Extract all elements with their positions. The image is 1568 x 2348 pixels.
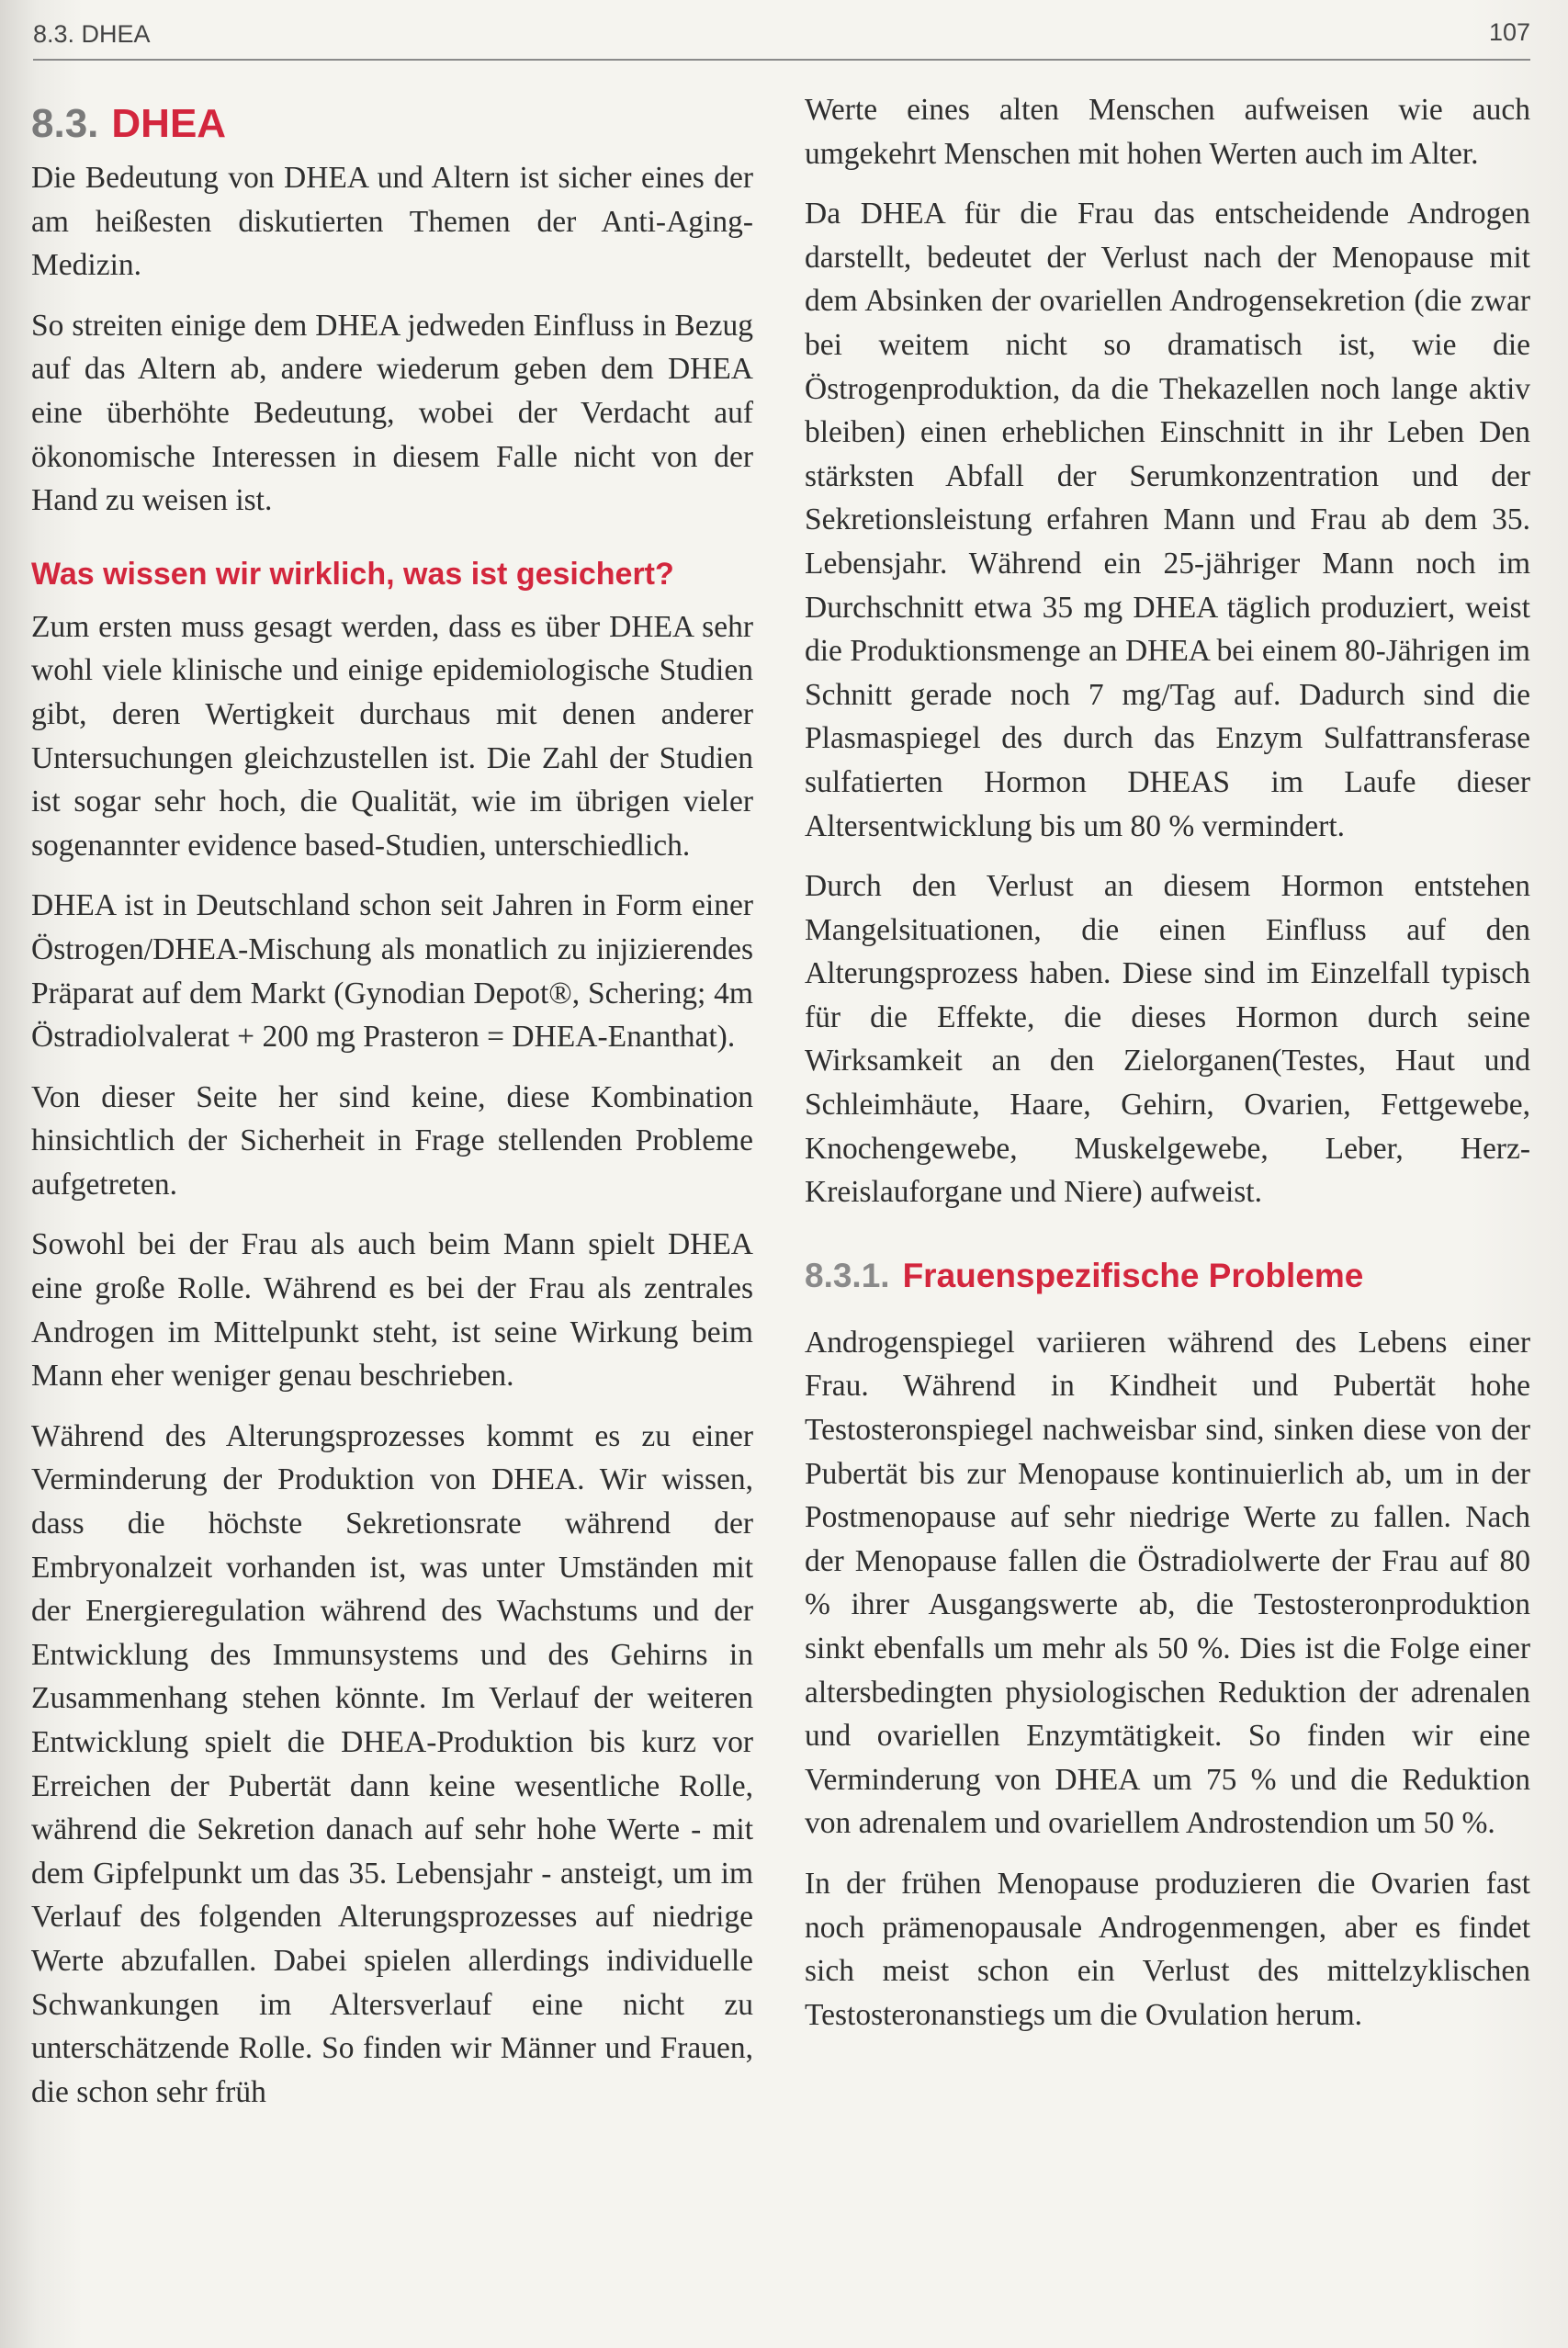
paragraph: In der frühen Menopause produzieren die Ovarien fast noch prämenopausale Androgenmengen, aber es findet sich meist schon ein Verlust des mittelzyklischen Testosteronanstiegs um die Ovulation herum. [805,1866,1530,2032]
section-number: 8.3.1. [805,1256,890,1294]
paragraph: Sowohl bei der Frau als auch beim Mann spielt DHEA eine große Rolle. Während es bei der Frau als zentrales Androgen im Mittelpunkt steht, ist seine Wirkung beim Mann eher weniger genau beschrieben. [31,1227,753,1394]
section-title: Frauenspezifische Probleme [902,1256,1364,1294]
paragraph: Von dieser Seite her sind keine, diese Kombination hinsichtlich der Sicherheit in Frage stellenden Probleme aufgetreten. [31,1079,753,1202]
paragraph: DHEA ist in Deutschland schon seit Jahren in Form einer Östrogen/DHEA-Mischung als monatlich zu injizierendes Präparat auf dem Markt (Gynodian Depot®, Schering; 4m Östradiolvalerat + 200 mg Prasteron = DHEA-Enanthat). [31,888,753,1055]
subheading: Was wissen wir wirklich, was ist gesichert? [31,556,674,592]
paragraph: So streiten einige dem DHEA jedweden Einfluss in Bezug auf das Altern ab, andere wiederum geben dem DHEA eine überhöhte Bedeutung, wobei der Verdacht auf ökonomische Interessen in diesem Falle nicht von der Hand zu weisen ist. [31,308,753,518]
paragraph: Androgenspiegel variieren während des Lebens einer Frau. Während in Kindheit und Pubertät hohe Testosteronspiegel nachweisbar sind, sinken diese von der Pubertät bis zur Menopause kontinuierlich ab, um in der Postmenopause auf sehr niedrige Werte zu fallen. Nach der Menopause fallen die Östradiolwerte der Frau auf 80 % ihrer Ausgangswerte ab, die Testosteronproduktion sinkt ebenfalls um mehr als 50 %. Dies ist die Folge einer altersbedingten physiologischen Reduktion der adrenalen und ovariellen Enzymtätigkeit. So finden wir eine Verminderung von DHEA um 75 % und die Reduktion von adrenalem und ovariellem Androstendion um 50 %. [805,1325,1530,1841]
chapter-number: 8.3. [31,101,99,146]
paragraph: Die Bedeutung von DHEA und Altern ist sicher eines der am heißesten diskutierten Themen der Anti-Aging-Medizin. [31,161,753,283]
paragraph: Während des Alterungsprozesses kommt es zu einer Verminderung der Produktion von DHEA. Wir wissen, dass die höchste Sekretionsrate während der Embryonalzeit vorhanden ist, was unter Umständen mit der Energieregulation während des Wachstums und der Entwicklung des Immunsystems und des Gehirns in Zusammenhang stehen könnte. Im Verlauf der weiteren Entwicklung spielt die DHEA-Produktion bis kurz vor Erreichen der Pubertät dann keine wesentliche Rolle, während die Sekretion danach auf sehr hohe Werte - mit dem Gipfelpunkt um das 35. Lebensjahr - ansteigt, um im Verlauf des folgenden Alterungsprozesses auf niedrige Werte abzufallen. Dabei spielen allerdings individuelle Schwankungen im Altersverlauf eine nicht zu unterschätzende Rolle. So finden wir Männer und Frauen, die schon sehr früh [31,1418,753,2109]
paragraph: Durch den Verlust an diesem Hormon entstehen Mangelsituationen, die einen Einfluss auf den Alterungsprozess haben. Diese sind im Einzelfall typisch für die Effekte, die dieses Hormon durch seine Wirksamkeit an den Zielorganen(Testes, Haut und Schleimhäute, Haare, Gehirn, Ovarien, Fettgewebe, Knochengewebe, Muskelgewebe, Leber, Herz- Kreislauforgane und Niere) aufweist. [805,869,1530,1210]
running-head [33,18,1530,61]
paragraph: Da DHEA für die Frau das entscheidende Androgen darstellt, bedeutet der Verlust nach der Menopause mit dem Absinken der ovariellen Androgensekretion (die zwar bei weitem nicht so dramatisch ist, wie die Östrogenproduktion, da die Thekazellen noch lange aktiv bleiben) einen erheblichen Einschnitt in ihr Leben Den stärksten Abfall der Serumkonzentration und der Sekretionsleistung erfahren Mann und Frau ab dem 35. Lebensjahr. Während ein 25-jähriger Mann noch im Durchschnitt etwa 35 mg DHEA täglich produziert, weist die Produktionsmenge an DHEA bei einem 80-Jährigen im Schnitt gerade noch 7 mg/Tag auf. Dadurch sind die Plasmaspiegel des durch das Enzym Sulfattransferase sulfatierten Hormon DHEAS im Laufe dieser Altersentwicklung bis um 80 % vermindert. [805,197,1530,843]
left-column [31,88,753,2130]
running-head-section: 8.3. DHEA [33,20,151,48]
section-heading [805,1255,1530,1297]
paragraph: Werte eines alten Menschen aufweisen wie auch umgekehrt Menschen mit hohen Werten auch im Alter. [805,93,1530,171]
right-column [805,88,1530,2053]
chapter-heading [31,101,753,147]
paragraph: Zum ersten muss gesagt werden, dass es über DHEA sehr wohl viele klinische und einige epidemiologische Studien gibt, deren Wertigkeit durchaus mit denen anderer Untersuchungen gleichzustellen ist. Die Zahl der Studien ist sogar sehr hoch, die Qualität, wie im übrigen vieler sogenannter evidence based-Studien, unterschiedlich. [31,609,753,863]
page-number: 107 [1488,18,1530,46]
chapter-title: DHEA [111,101,227,146]
